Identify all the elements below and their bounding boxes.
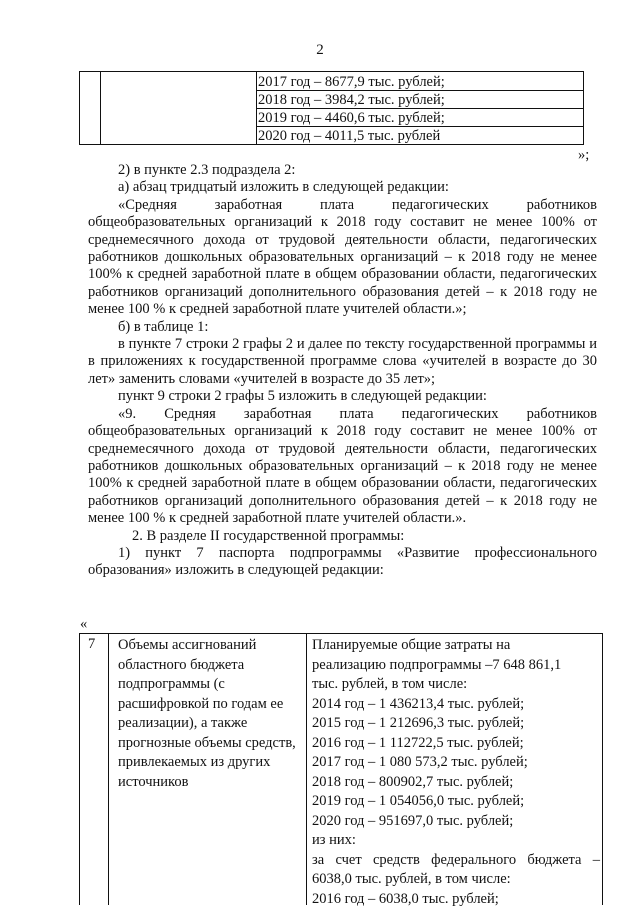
column-divider [108, 634, 109, 905]
list-item: 2016 год – 6038,0 тыс. рублей; [312, 890, 600, 909]
top-table [79, 71, 584, 145]
list-item: 2019 год – 1 054056,0 тыс. рублей; [312, 792, 600, 812]
list-item: 2016 год – 1 112722,5 тыс. рублей; [312, 734, 600, 754]
list-item: 2017 год – 1 080 573,2 тыс. рублей; [312, 753, 600, 773]
open-quote: « [80, 616, 87, 633]
list-item: за счет средств федерального бюджета – [312, 851, 600, 871]
list-item: 6038,0 тыс. рублей, в том числе: [312, 870, 600, 890]
closing-quote: »; [578, 147, 589, 164]
table-row: 2017 год – 8677,9 тыс. рублей; [258, 73, 445, 91]
column-divider [100, 72, 101, 144]
paragraph: 1) пункт 7 паспорта подпрограммы «Развитие профессионального образования» изложить в следующей редакции: [88, 545, 597, 580]
row-label: Объемы ассигнований областного бюджета подпрограммы (с расшифровкой по годам ее реализации), а также прогнозные объемы средств, привлекаемых из других источников [118, 636, 308, 792]
paragraph: б) в таблице 1: [88, 319, 597, 336]
list-item: Планируемые общие затраты на [312, 636, 600, 656]
list-item: из них: [312, 831, 600, 851]
page-number: 2 [0, 42, 640, 59]
paragraph: «9. Средняя заработная плата педагогических работников общеобразовательных организаций к 2018 году составит не менее 100% от среднемесячного дохода от трудовой деятельности области, педагогических работников дошкольных образовательных организаций – к 2018 году не менее 100% к средней заработной плате в общем образовании области, педагогических работников организаций дополнительного образования детей – к 2018 году не менее 100 % к средней заработной плате учителей области.». [88, 406, 597, 528]
paragraph: а) абзац тридцатый изложить в следующей редакции: [88, 179, 597, 196]
list-item: 2020 год – 951697,0 тыс. рублей; [312, 812, 600, 832]
list-item: тыс. рублей, в том числе: [312, 675, 600, 695]
table-row: 2019 год – 4460,6 тыс. рублей; [258, 109, 445, 127]
list-item: реализацию подпрограммы –7 648 861,1 [312, 656, 600, 676]
funding-years-cell [258, 73, 445, 145]
table-row: 2018 год – 3984,2 тыс. рублей; [258, 91, 445, 109]
funding-details [312, 636, 600, 909]
table-row: 2020 год – 4011,5 тыс. рублей [258, 127, 445, 145]
row-number: 7 [88, 636, 95, 653]
paragraph: в пункте 7 строки 2 графы 2 и далее по тексту государственной программы и в приложениях к государственной программе слова «учителей в возрасте до 30 лет» заменить словами «учителей в возрасте до 35 лет»; [88, 336, 597, 388]
list-item: 2018 год – 800902,7 тыс. рублей; [312, 773, 600, 793]
list-item: 2015 год – 1 212696,3 тыс. рублей; [312, 714, 600, 734]
document-body [88, 162, 597, 580]
list-item: 2014 год – 1 436213,4 тыс. рублей; [312, 695, 600, 715]
paragraph: 2) в пункте 2.3 подраздела 2: [88, 162, 597, 179]
paragraph: «Средняя заработная плата педагогических работников общеобразовательных организаций к 2018 году составит не менее 100% от среднемесячного дохода от трудовой деятельности области, педагогических работников дошкольных образовательных организаций – к 2018 году не менее 100% к средней заработной плате в общем образовании области, педагогических работников организаций дополнительного образования детей – к 2018 году не менее 100 % к средней заработной плате учителей области.»; [88, 197, 597, 319]
paragraph: 2. В разделе II государственной программы: [88, 528, 597, 545]
paragraph: пункт 9 строки 2 графы 5 изложить в следующей редакции: [88, 388, 597, 405]
passport-table [79, 633, 603, 905]
